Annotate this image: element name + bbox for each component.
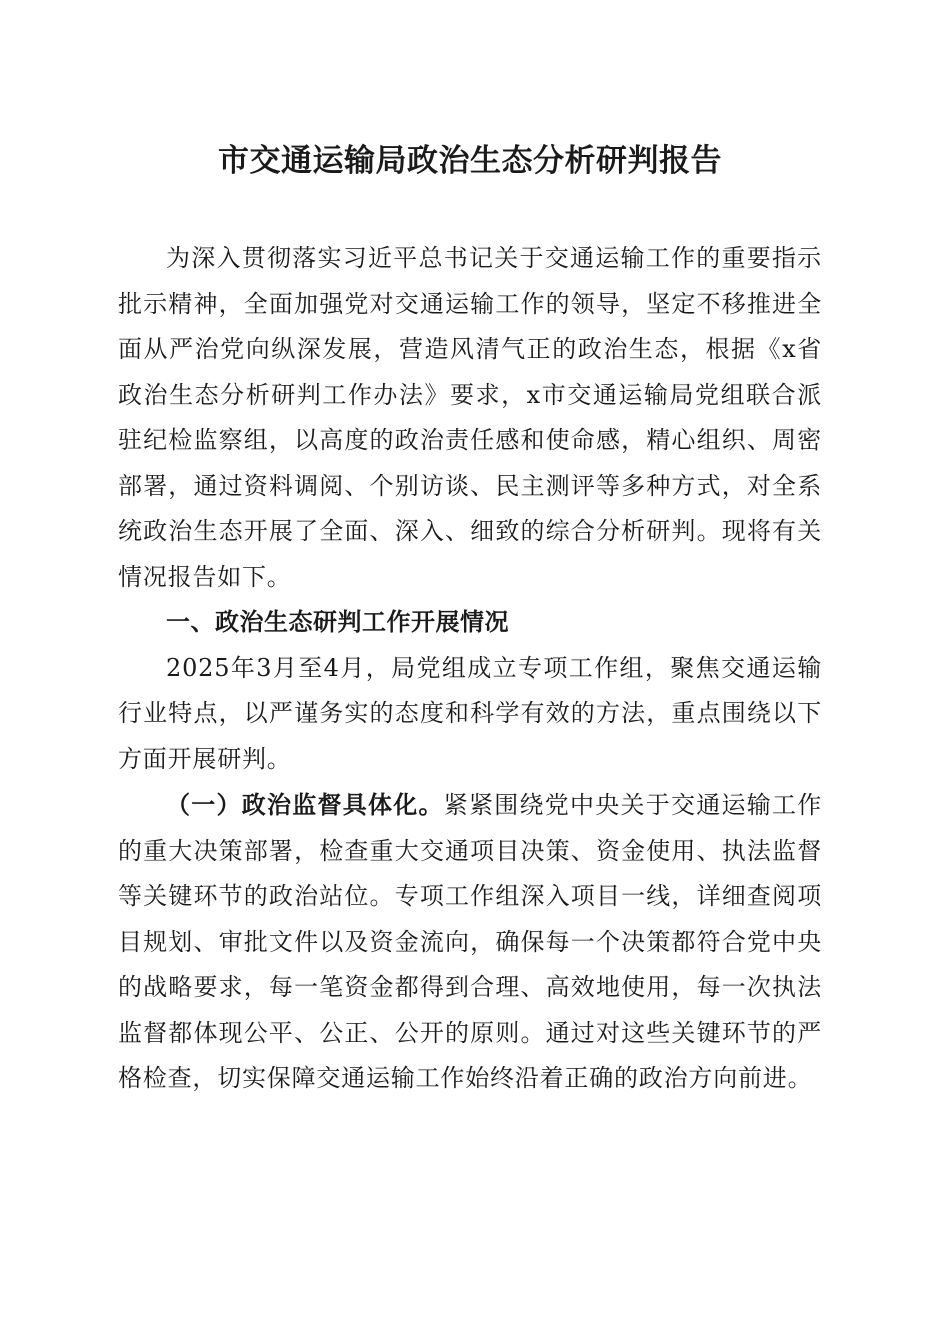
section-heading: 一、政治生态研判工作开展情况 (166, 608, 509, 636)
subsection-text: 紧紧围绕党中央关于交通运输工作的重大决策部署，检查重大交通项目决策、资金使用、执法监督等关键环节的政治站位。专项工作组深入项目一线，详细查阅项目规划、审批文件以及资金流向，确保每一个决策都符合党中央的战略要求，每一笔资金都得到合理、高效地使用，每一次执法监督都体现公平、公正、公开的原则。通过对这些关键环节的严格检查，切实保障交通运输工作始终沿着正确的政治方向前进。 (118, 791, 822, 1092)
subsection-paragraph (118, 782, 822, 1102)
intro-paragraph: 为深入贯彻落实习近平总书记关于交通运输工作的重要指示批示精神，全面加强党对交通运输工作的领导，坚定不移推进全面从严治党向纵深发展，营造风清气正的政治生态，根据《x省政治生态分析研判工作办法》要求，x市交通运输局党组联合派驻纪检监察组，以高度的政治责任感和使命感，精心组织、周密部署，通过资料调阅、个别访谈、民主测评等多种方式，对全系统政治生态开展了全面、深入、细致的综合分析研判。现将有关情况报告如下。 (118, 244, 822, 591)
document-body (118, 236, 822, 1102)
document-page (118, 138, 822, 1102)
subsection-lead: （一）政治监督具体化。 (166, 790, 444, 819)
document-title: 市交通运输局政治生态分析研判报告 (218, 143, 722, 179)
section-paragraph: 2025年3月至4月，局党组成立专项工作组，聚焦交通运输行业特点，以严谨务实的态度和科学有效的方法，重点围绕以下方面开展研判。 (118, 653, 822, 773)
